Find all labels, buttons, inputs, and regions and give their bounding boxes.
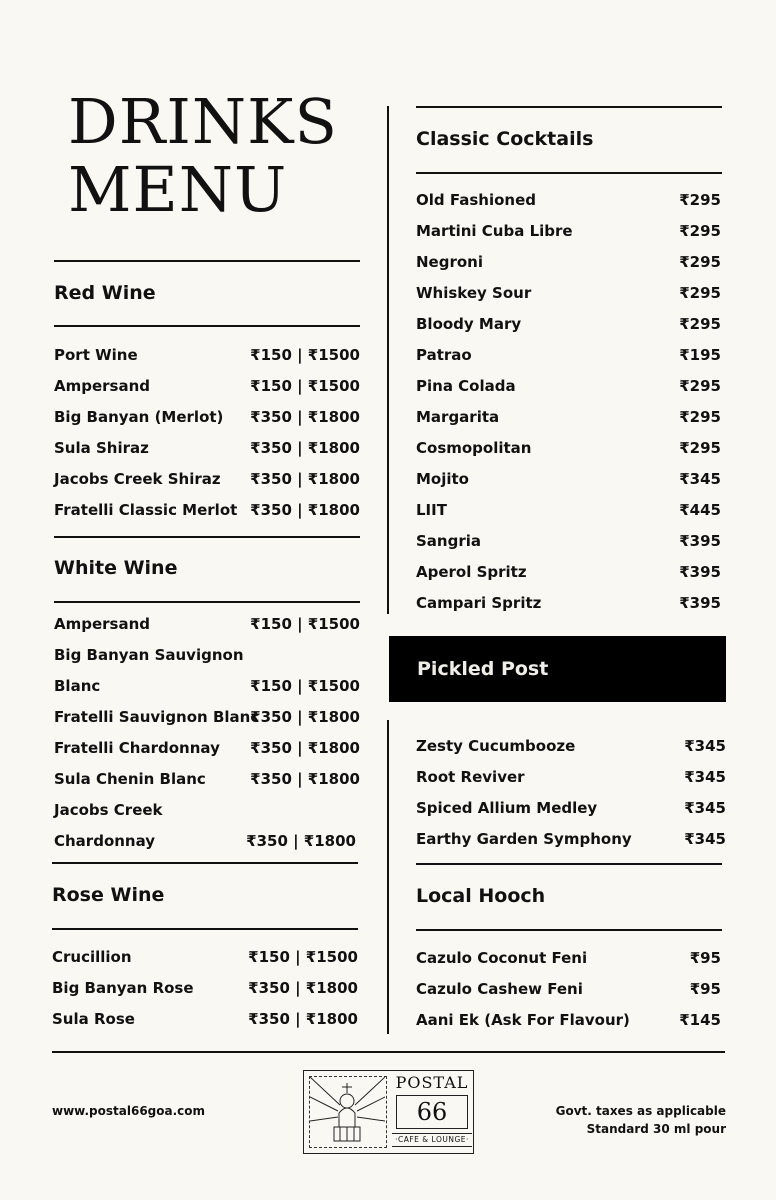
list-item [416,278,721,309]
item-price: ₹295 [679,253,721,271]
tax-note: Govt. taxes as applicable [555,1104,726,1118]
item-price: ₹345 [684,737,726,755]
section-banner-pickled-post: Pickled Post [389,636,726,702]
divider [416,106,722,108]
item-name: Sula Chenin Blanc [54,770,206,788]
item-price: ₹350 | ₹1800 [250,439,360,457]
item-name: LIIT [416,501,447,519]
item-price: ₹150 | ₹1500 [248,948,358,966]
divider [54,325,360,327]
column-divider-bottom [387,720,389,1034]
list-item [416,216,721,247]
item-name: Bloody Mary [416,315,522,333]
list-item [54,640,360,671]
list-item [54,764,360,795]
item-price: ₹350 | ₹1800 [250,408,360,426]
list-item [416,824,726,855]
item-price: ₹395 [679,594,721,612]
item-name: Spiced Allium Medley [416,799,598,817]
item-name: Sula Rose [52,1010,135,1028]
list-item [54,495,360,526]
item-name: Ampersand [54,377,151,395]
item-price: ₹295 [679,315,721,333]
item-name: Cosmopolitan [416,439,532,457]
logo-number: 66 [396,1095,468,1129]
list-item [54,671,360,702]
list-item [54,340,360,371]
item-name: Root Reviver [416,768,525,786]
item-price: ₹295 [679,408,721,426]
item-price: ₹350 | ₹1800 [250,708,360,726]
list-item [52,942,358,973]
item-name: Big Banyan (Merlot) [54,408,224,426]
column-divider-top [387,106,389,614]
item-name: Crucillion [52,948,132,966]
divider [416,863,722,865]
brand-logo [303,1070,474,1154]
stamp-illustration-icon [309,1076,387,1148]
item-name: Ampersand [54,615,151,633]
website-link[interactable]: www.postal66goa.com [52,1104,206,1118]
item-name: Fratelli Chardonnay [54,739,220,757]
item-price: ₹445 [679,501,721,519]
item-price: ₹350 | ₹1800 [246,832,356,850]
list-item [52,1004,358,1035]
list-item [416,464,721,495]
list-item [416,526,721,557]
list-item [416,762,726,793]
item-name: Big Banyan Rose [52,979,194,997]
list-item [416,495,721,526]
item-price: ₹345 [684,799,726,817]
page-title [68,85,368,226]
list-item [416,185,721,216]
list-item [54,609,360,640]
item-price: ₹145 [679,1011,721,1029]
item-name: Cazulo Coconut Feni [416,949,588,967]
list-item [416,309,721,340]
item-price: ₹295 [679,284,721,302]
item-name: Aani Ek (Ask For Flavour) [416,1011,630,1029]
item-name: Big Banyan Sauvignon [54,646,244,664]
divider [416,929,722,931]
item-name: Aperol Spritz [416,563,527,581]
item-price: ₹295 [679,439,721,457]
divider [54,601,360,603]
item-price: ₹350 | ₹1800 [250,739,360,757]
item-price: ₹95 [689,980,721,998]
item-price: ₹350 | ₹1800 [250,501,360,519]
item-name: Jacobs Creek Shiraz [54,470,221,488]
item-name: Jacobs Creek [54,801,163,819]
section-title-rose-wine: Rose Wine [52,884,165,906]
pour-note: Standard 30 ml pour [586,1122,726,1136]
item-price: ₹150 | ₹1500 [250,377,360,395]
list-item [54,795,360,826]
item-name: Sangria [416,532,482,550]
item-name: Patrao [416,346,472,364]
item-name: Campari Spritz [416,594,542,612]
section-title-white-wine: White Wine [54,557,178,579]
item-name: Whiskey Sour [416,284,532,302]
item-price: ₹395 [679,563,721,581]
item-name: Sula Shiraz [54,439,149,457]
item-price: ₹350 | ₹1800 [250,770,360,788]
divider [54,260,360,262]
item-price: ₹95 [689,949,721,967]
section-title-local-hooch: Local Hooch [416,885,546,907]
item-name: Earthy Garden Symphony [416,830,632,848]
list-item [416,588,721,619]
item-name: Mojito [416,470,469,488]
item-price: ₹150 | ₹1500 [250,346,360,364]
list-item [416,247,721,278]
item-name: Margarita [416,408,500,426]
logo-brand-text: POSTAL [395,1073,469,1092]
list-item [54,402,360,433]
divider [52,862,358,864]
item-price: ₹350 | ₹1800 [248,1010,358,1028]
item-name: Zesty Cucumbooze [416,737,576,755]
footer-divider [52,1051,725,1053]
item-name: Negroni [416,253,483,271]
item-price: ₹295 [679,377,721,395]
item-name: Fratelli Classic Merlot [54,501,238,519]
logo-tagline: ·CAFE & LOUNGE· [392,1133,472,1147]
list-item [416,943,721,974]
divider [52,928,358,930]
item-name: Blanc [54,677,101,695]
list-item [416,371,721,402]
list-item [54,433,360,464]
list-item [416,340,721,371]
item-price: ₹395 [679,532,721,550]
item-price: ₹195 [679,346,721,364]
list-item [416,1005,721,1036]
item-name: Old Fashioned [416,191,536,209]
divider [416,172,722,174]
item-price: ₹150 | ₹1500 [250,615,360,633]
item-price: ₹350 | ₹1800 [248,979,358,997]
item-name: Pina Colada [416,377,516,395]
list-item [54,371,360,402]
item-price: ₹295 [679,222,721,240]
title-line-drinks: DRINKS [68,85,338,158]
list-item [54,702,360,733]
item-price: ₹350 | ₹1800 [250,470,360,488]
list-item [52,973,358,1004]
list-item [416,433,721,464]
item-name: Port Wine [54,346,138,364]
divider [54,536,360,538]
list-item [416,793,726,824]
section-title-classic-cocktails: Classic Cocktails [416,128,594,150]
item-name: Chardonnay [54,832,156,850]
section-title-red-wine: Red Wine [54,282,156,304]
list-item [54,733,360,764]
item-name: Fratelli Sauvignon Blanc [54,708,260,726]
item-price: ₹345 [684,768,726,786]
item-price: ₹295 [679,191,721,209]
title-line-menu: MENU [68,153,288,226]
item-price: ₹345 [679,470,721,488]
list-item [54,826,356,857]
list-item [54,464,360,495]
list-item [416,974,721,1005]
list-item [416,402,721,433]
item-price: ₹345 [684,830,726,848]
item-price: ₹150 | ₹1500 [250,677,360,695]
list-item [416,731,726,762]
list-item [416,557,721,588]
item-name: Cazulo Cashew Feni [416,980,583,998]
item-name: Martini Cuba Libre [416,222,573,240]
